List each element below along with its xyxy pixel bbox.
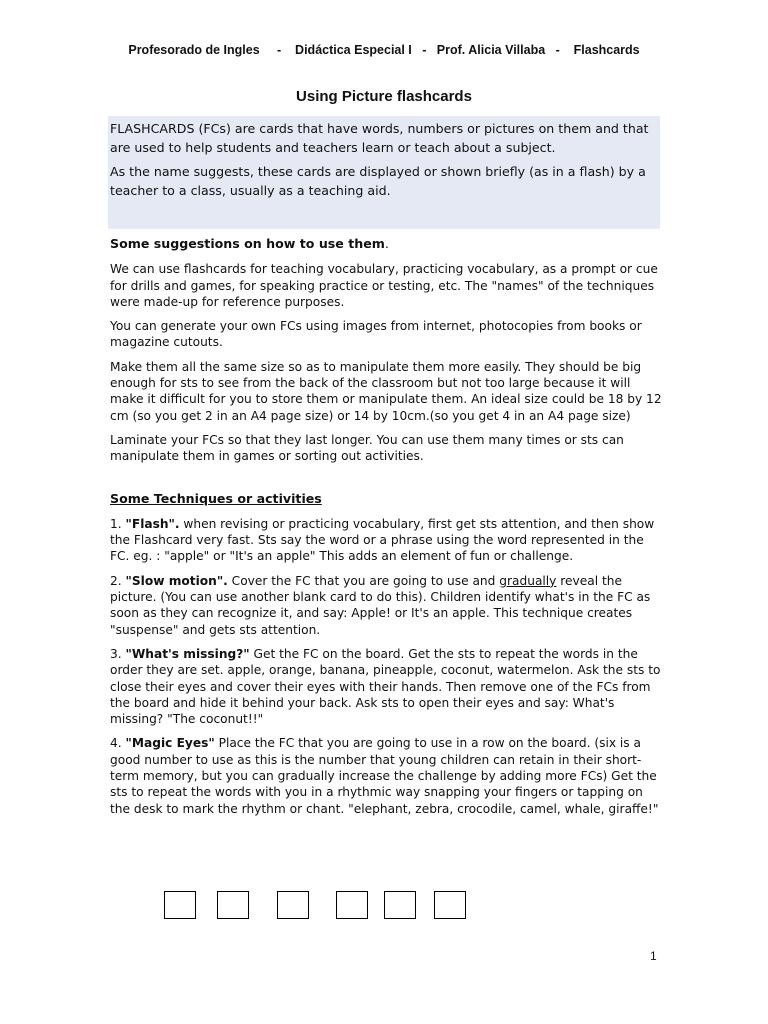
flashcard-box [384,891,416,919]
flashcard-box [217,891,249,919]
techniques-heading: Some Techniques or activities [110,490,322,506]
suggestion-paragraph: Laminate your FCs so that they last longer. You can use them many times or sts can manipulate them in games or sorting out activities. [110,432,624,464]
technique-name: "What's missing?" [125,646,250,661]
technique-name: "Slow motion". [125,573,228,588]
suggestions-heading-end: . [384,236,389,251]
technique-name: "Magic Eyes" [125,736,215,751]
technique-name: "Flash". [125,516,180,531]
intro-paragraph: As the name suggests, these cards are displayed or shown briefly (as in a flash) by a teacher to a class, usually as a teaching aid. [110,164,646,198]
suggestions-heading-text: Some suggestions on how to use them [110,236,385,251]
flashcard-box [277,891,309,919]
document-title: Using Picture flashcards [296,88,472,105]
technique-item [110,646,662,727]
suggestion-paragraph: You can generate your own FCs using images from internet, photocopies from books or magazine cutouts. [110,319,642,350]
technique-text: when revising or practicing vocabulary, first get sts attention, and then show the Flashcard very fast. Sts say the word or a phrase using the word represented in the FC. eg. : "apple" or "It's an apple" This adds an element of fun or challenge. [110,516,655,564]
technique-number: 2. [110,573,126,588]
suggestion-paragraph: We can use flashcards for teaching vocabulary, practicing vocabulary, as a prompt or cue for drills and games, for speaking practice or testing, etc. The "names" of the techniques were made-up for reference purposes. [110,262,658,309]
main-content [110,236,662,825]
page-number: 1 [650,949,657,963]
suggestions-heading [110,236,662,252]
intro-box [108,116,660,229]
suggestion-paragraph: Make them all the same size so as to manipulate them more easily. They should be big enough for sts to see from the back of the classroom but not too large because it will make it difficult for you to store them or manipulate them. An ideal size could be 18 by 12 cm (so you get 2 in an A4 page size) or 14 by 10cm.(so you get 4 in an A4 page size) [110,359,662,423]
technique-underlined-word: gradually [499,573,557,588]
flashcard-box [164,891,196,919]
technique-text: reveal the picture. (You can use another blank card to do this). Children identify what's in the FC as soon as they can recognize it, and say: Apple! or It's an apple. This technique creates "suspense" and gets sts attention. [110,573,651,637]
flashcard-row [164,891,484,919]
flashcard-box [434,891,466,919]
technique-number: 3. [110,646,126,661]
technique-text: Cover the FC that you are going to use and [227,573,500,588]
technique-text: Get the FC on the board. Get the sts to repeat the words in the order they are set. apple, orange, banana, pineapple, coconut, watermelon. Ask the sts to close their eyes and cover their eyes with their hands. Then remove one of the FCs from the board and hide it behind your back. Ask sts to open their eyes and say: What's missing? "The coconut!!" [110,646,661,727]
page-header: Profesorado de Ingles - Didáctica Especial I - Prof. Alicia Villaba - Flashcards [128,43,640,57]
technique-number: 4. [110,736,126,751]
technique-item [110,735,662,816]
flashcard-box [336,891,368,919]
technique-number: 1. [110,516,126,531]
technique-item [110,573,662,638]
technique-text: Place the FC that you are going to use in a row on the board. (six is a good number to use as this is the number that young children can retain in their short-term memory, but you can gradually increase the challenge by adding more FCs) Get the sts to repeat the words with you in a rhythmic way snapping your fingers or tapping on the desk to mark the rhythm or chant. "elephant, zebra, crocodile, camel, whale, giraffe!" [110,736,659,816]
intro-paragraph: FLASHCARDS (FCs) are cards that have words, numbers or pictures on them and that are used to help students and teachers learn or teach about a subject. [110,121,649,155]
technique-item [110,516,662,565]
